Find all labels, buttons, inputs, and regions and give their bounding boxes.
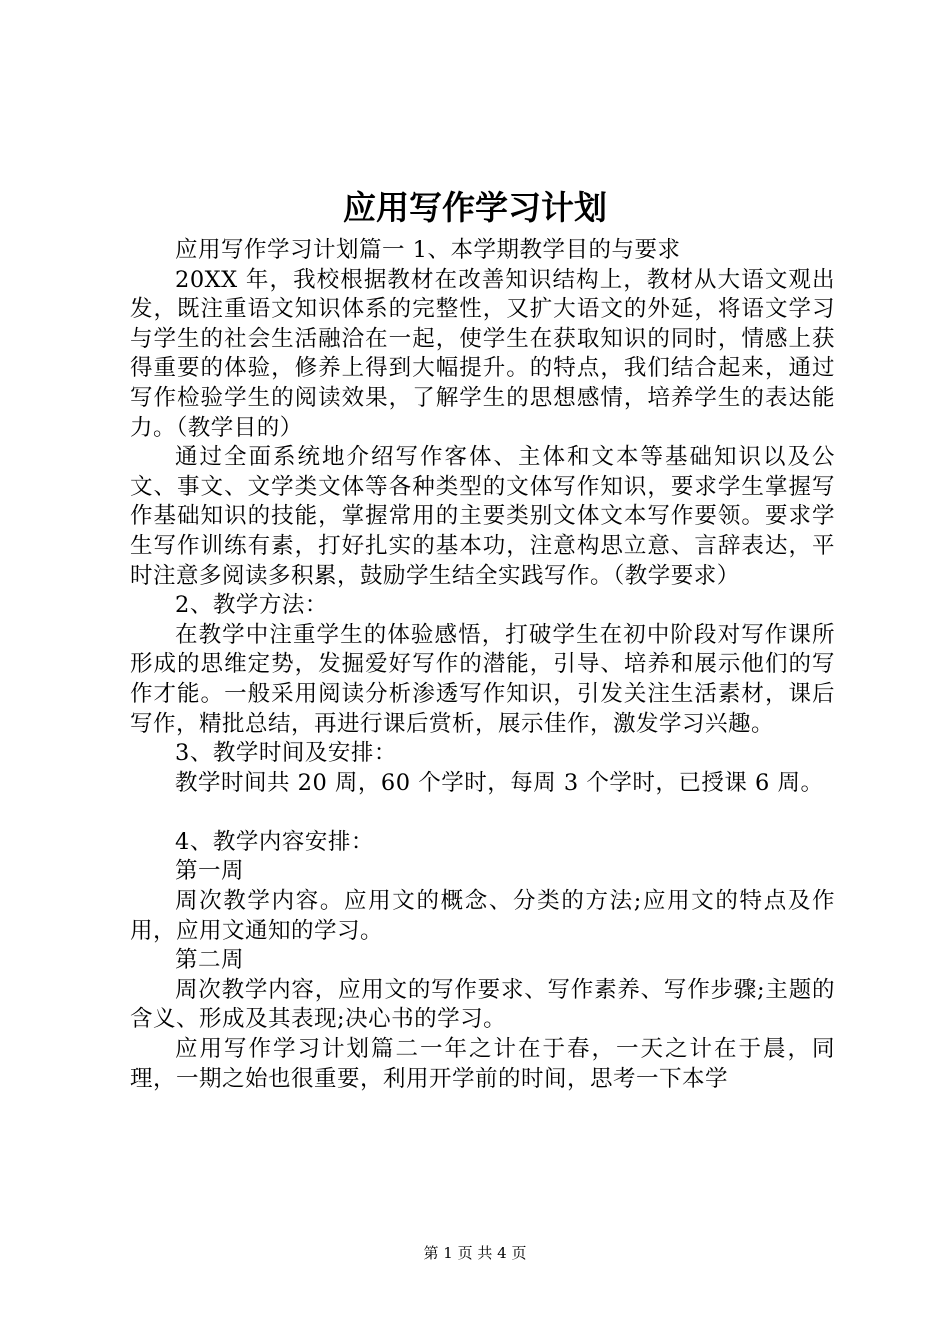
paragraph-requirements: 通过全面系统地介绍写作客体、主体和文本等基础知识以及公文、事文、文学类文体等各种类型的文体写作知识，要求学生掌握写作基础知识的技能，掌握常用的主要类别文体文本写作要领。要求学生写作训练有素，打好扎实的基本功，注意构思立意、言辞表达，平时注意多阅读多积累，鼓励学生结全实践写作。（教学要求）: [130, 444, 835, 589]
paragraph-heading-1: 应用写作学习计划篇一 1、本学期教学目的与要求: [175, 237, 681, 263]
paragraph-heading-4: 4、教学内容安排：: [175, 828, 374, 855]
paragraph-plan-two: 应用写作学习计划篇二一年之计在于春，一天之计在于晨，同理，一期之始也很重要，利用开学前的时间，思考一下本学: [130, 1036, 835, 1092]
week-one-content: 周次教学内容。应用文的概念、分类的方法;应用文的特点及作用，应用文通知的学习。: [130, 888, 835, 944]
page-number-label: 第 1 页 共 4 页: [423, 1244, 527, 1262]
paragraph-purpose: 20XX 年，我校根据教材在改善知识结构上，教材从大语文观出发，既注重语文知识体系的完整性，又扩大语文的外延，将语文学习与学生的社会生活融洽在一起，使学生在获取知识的同时，情感上获得重要的体验，修养上得到大幅提升。的特点，我们结合起来，通过写作检验学生的阅读效果，了解学生的思想感情，培养学生的表达能力。（教学目的）: [130, 266, 835, 441]
document-body: [130, 236, 835, 1094]
paragraph-methods: 在教学中注重学生的体验感悟，打破学生在初中阶段对写作课所形成的思维定势，发掘爱好写作的潜能，引导、培养和展示他们的写作才能。一般采用阅读分析渗透写作知识，引发关注生活素材，课后写作，精批总结，再进行课后赏析，展示佳作，激发学习兴趣。: [130, 621, 835, 737]
page-footer: [0, 1243, 950, 1263]
paragraph-heading-3: 3、教学时间及安排：: [175, 740, 397, 767]
week-two-content: 周次教学内容，应用文的写作要求、写作素养、写作步骤;主题的含义、形成及其表现;决心书的学习。: [130, 976, 835, 1033]
week-two-label: 第二周: [175, 947, 245, 974]
document-title: 应用写作学习计划: [343, 188, 607, 227]
paragraph-heading-2: 2、教学方法：: [175, 592, 328, 619]
week-one-label: 第一周: [175, 858, 245, 885]
paragraph-gap: [130, 798, 835, 828]
paragraph-schedule: 教学时间共 20 周，60 个学时，每周 3 个学时，已授课 6 周。: [175, 769, 824, 796]
